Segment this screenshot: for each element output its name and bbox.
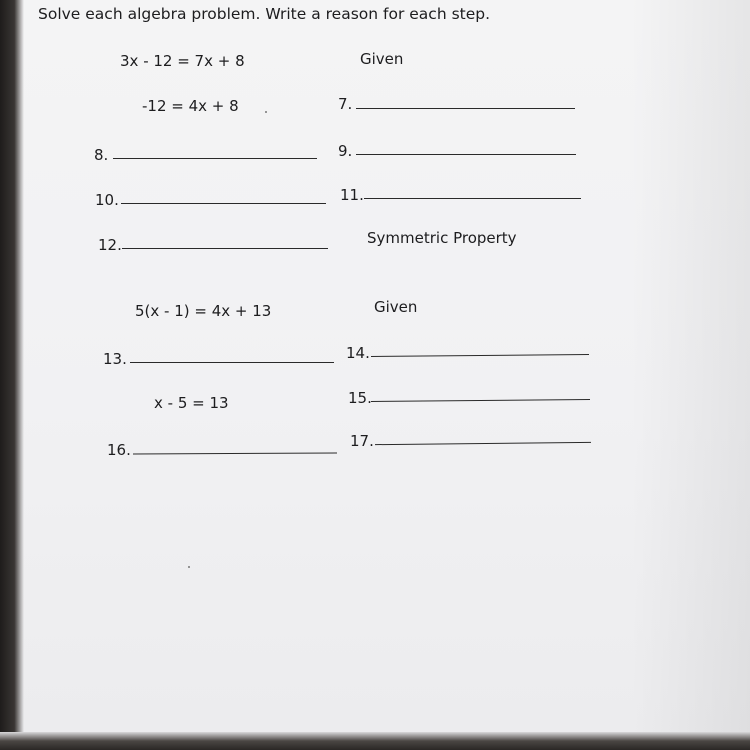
photo-left-edge [0, 0, 24, 750]
blank-17-label: 17. [350, 432, 374, 450]
blank-11-label: 11. [340, 186, 364, 204]
blank-12-label: 12. [98, 236, 122, 254]
blank-14-label: 14. [346, 344, 370, 362]
photo-bottom-edge [0, 732, 750, 750]
blank-7-line[interactable] [356, 108, 575, 109]
blank-12-line[interactable] [122, 248, 328, 249]
blank-13-label: 13. [103, 350, 127, 368]
blank-15-label: 15. [348, 389, 372, 407]
p1-reason-12: Symmetric Property [367, 229, 517, 247]
blank-8-label: 8. [94, 146, 109, 164]
paper-speck [265, 111, 267, 113]
paper-speck [188, 566, 190, 568]
blank-13-line[interactable] [130, 362, 334, 363]
p2-equation-1: 5(x - 1) = 4x + 13 [135, 302, 272, 320]
p2-equation-3: x - 5 = 13 [154, 394, 229, 412]
p1-equation-1: 3x - 12 = 7x + 8 [120, 52, 245, 70]
blank-10-label: 10. [95, 191, 119, 209]
blank-10-line[interactable] [121, 203, 326, 204]
p1-reason-given: Given [360, 50, 404, 68]
p2-reason-given: Given [374, 298, 418, 316]
instructions: Solve each algebra problem. Write a reason for each step. [38, 5, 491, 23]
blank-7-label: 7. [338, 95, 353, 113]
blank-8-line[interactable] [113, 158, 317, 159]
blank-9-label: 9. [338, 142, 353, 160]
blank-16-label: 16. [107, 441, 131, 459]
p1-equation-2: -12 = 4x + 8 [142, 97, 239, 115]
blank-11-line[interactable] [364, 198, 581, 199]
blank-9-line[interactable] [356, 154, 576, 155]
page-shadow [630, 0, 750, 735]
